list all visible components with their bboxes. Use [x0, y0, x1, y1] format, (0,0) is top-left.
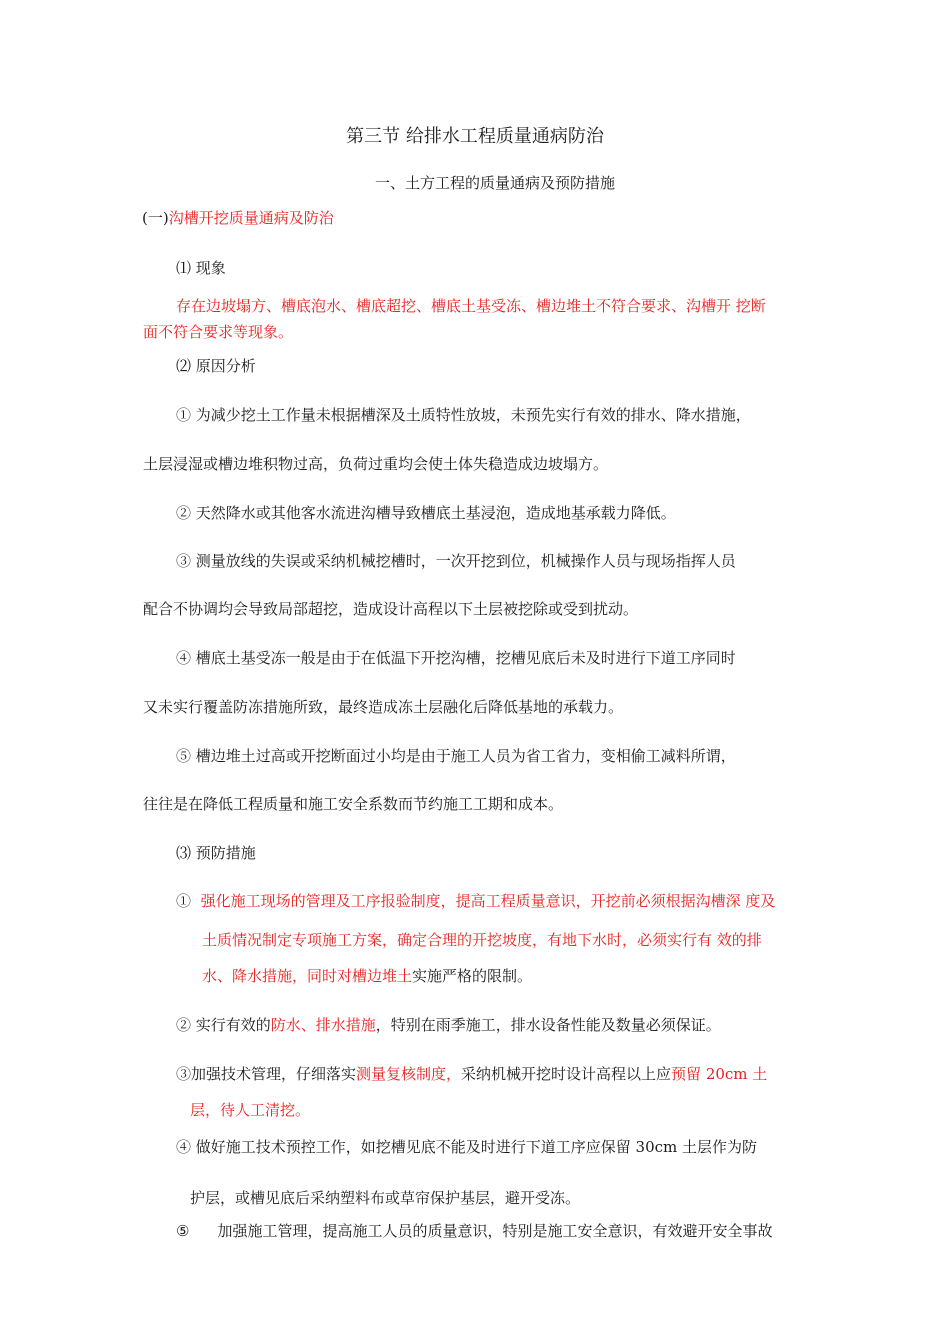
prevention-heading: ⑶ 预防措施 — [176, 844, 256, 862]
cause-item-1-line-1: ① 为减少挖土工作量未根据槽深及土质特性放坡，未预先实行有效的排水、降水措施， — [176, 406, 751, 424]
cause-item-5-line-1: ⑤ 槽边堆土过高或开挖断面过小均是由于施工人员为省工省力，变相偷工减料所谓， — [176, 747, 736, 765]
cause-item-4-line-1: ④ 槽底土基受冻一般是由于在低温下开挖沟槽，挖槽见底后未及时进行下道工序同时 — [176, 649, 736, 667]
prevention-item-1-text-3-red: 水、降水措施，同时对槽边堆土 — [202, 967, 413, 985]
page-title: 第三节 给排水工程质量通病防治 — [346, 126, 604, 147]
prevention-item-5-number: ⑤ — [176, 1222, 190, 1240]
prevention-item-3-text-b: 测量复核制度， — [356, 1065, 462, 1083]
prevention-item-1-line-2: 土质情况制定专项施工方案，确定合理的开挖坡度，有地下水时，必须实行有 效的排 — [202, 931, 762, 949]
prevention-item-2-text-c: ，特别在雨季施工，排水设备性能及数量必须保证。 — [375, 1016, 721, 1034]
prevention-item-2 — [176, 1015, 721, 1035]
cause-item-4-line-2: 又未实行覆盖防冻措施所致，最终造成冻土层融化后降低基地的承载力。 — [143, 698, 624, 716]
section-label: 沟槽开挖质量通病及防治 — [168, 209, 334, 227]
phenomenon-text-line-1: 存在边坡塌方、槽底泡水、槽底超挖、槽底土基受冻、槽边堆土不符合要求、沟槽开 挖断 — [176, 297, 766, 315]
prevention-item-1-line-1 — [176, 891, 775, 911]
prevention-item-2-text-a: ② 实行有效的 — [176, 1016, 271, 1034]
prevention-item-3-text-a: ③加强技术管理，仔细落实 — [176, 1065, 357, 1083]
prevention-item-3-line-1 — [176, 1064, 767, 1084]
cause-item-1-line-2: 土层浸湿或槽边堆积物过高，负荷过重均会使土体失稳造成边坡塌方。 — [143, 455, 609, 473]
phenomenon-text-line-2: 面不符合要求等现象。 — [143, 323, 294, 341]
cause-item-5-line-2: 往往是在降低工程质量和施工安全系数而节约施工工期和成本。 — [143, 795, 564, 813]
chapter-subtitle: 一、土方工程的质量通病及预防措施 — [374, 174, 615, 192]
prevention-item-3-line-2: 层，待人工清挖。 — [190, 1101, 311, 1119]
cause-heading: ⑵ 原因分析 — [176, 357, 256, 375]
section-prefix: (一) — [142, 209, 169, 227]
prevention-item-3-text-d: 预留 20cm 土 — [671, 1065, 768, 1083]
prevention-item-5-text: 加强施工管理，提高施工人员的质量意识，特别是施工安全意识，有效避开安全事故 — [217, 1222, 773, 1240]
section-heading — [142, 208, 334, 228]
prevention-item-1-text-3: 实施严格的限制。 — [412, 967, 533, 985]
cause-item-3-line-1: ③ 测量放线的失误或采纳机械挖槽时，一次开挖到位，机械操作人员与现场指挥人员 — [176, 552, 736, 570]
prevention-item-1-number: ① — [176, 892, 192, 910]
prevention-item-5 — [176, 1221, 772, 1241]
phenomenon-heading: ⑴ 现象 — [176, 259, 226, 277]
cause-item-3-line-2: 配合不协调均会导致局部超挖，造成设计高程以下土层被挖除或受到扰动。 — [143, 600, 639, 618]
prevention-item-2-text-b: 防水、排水措施 — [270, 1016, 376, 1034]
prevention-item-3-text-c: 采纳机械开挖时设计高程以上应 — [461, 1065, 672, 1083]
cause-item-2: ② 天然降水或其他客水流进沟槽导致槽底土基浸泡，造成地基承载力降低。 — [176, 504, 676, 522]
prevention-item-4-line-1: ④ 做好施工技术预控工作，如挖槽见底不能及时进行下道工序应保留 30cm 土层作为防 — [176, 1138, 758, 1156]
prevention-item-1-line-3 — [202, 966, 532, 986]
prevention-item-4-line-2: 护层，或槽见底后采纳塑料布或草帘保护基层，避开受冻。 — [190, 1189, 581, 1207]
prevention-item-1-text-1: 强化施工现场的管理及工序报验制度，提高工程质量意识，开挖前必须根据沟槽深 度及 — [200, 892, 776, 910]
